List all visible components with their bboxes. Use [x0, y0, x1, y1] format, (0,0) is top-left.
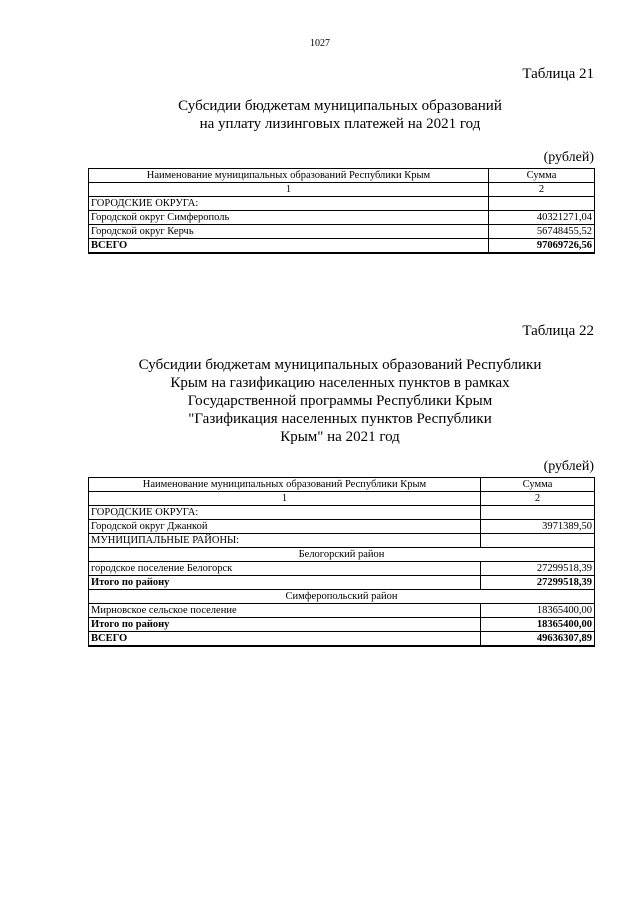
table-22-title-line: Субсидии бюджетам муниципальных образований Республики [138, 357, 542, 373]
table-row [89, 562, 595, 576]
table-total-row [89, 632, 595, 647]
total-name-cell: ВСЕГО [89, 632, 481, 647]
row-value-cell: 40321271,04 [489, 211, 595, 225]
row-name-cell: Городской округ Джанкой [89, 520, 481, 534]
row-name-cell: ГОРОДСКИЕ ОКРУГА: [89, 197, 489, 211]
row-value-cell: 18365400,00 [481, 604, 595, 618]
district-total-row [89, 618, 595, 632]
table-header-row [89, 169, 595, 183]
section-name-cell: МУНИЦИПАЛЬНЫЕ РАЙОНЫ: [89, 534, 481, 548]
district-total-row [89, 576, 595, 590]
row-value-cell [489, 197, 595, 211]
table-22 [88, 477, 595, 647]
table-row [89, 197, 595, 211]
table-section-row [89, 506, 595, 520]
row-value-cell: 56748455,52 [489, 225, 595, 239]
table-row [89, 225, 595, 239]
table-22-label: Таблица 22 [522, 323, 594, 339]
district-total-value-cell: 18365400,00 [481, 618, 595, 632]
table-22-unit: (рублей) [543, 459, 594, 474]
total-value-cell: 49636307,89 [481, 632, 595, 647]
table-22-title-line: "Газификация населенных пунктов Республики [188, 411, 492, 427]
table-21 [88, 168, 595, 254]
table-numbering-row [89, 183, 595, 197]
table-row [89, 211, 595, 225]
table-header-row [89, 478, 595, 492]
header-name-cell: Наименование муниципальных образований Республики Крым [89, 169, 489, 183]
header-sum-cell: Сумма [489, 169, 595, 183]
table-row [89, 604, 595, 618]
page-number: 1027 [310, 38, 330, 49]
row-name-cell: Мирновское сельское поселение [89, 604, 481, 618]
district-total-name-cell: Итого по району [89, 618, 481, 632]
table-21-unit: (рублей) [543, 150, 594, 165]
district-title-cell: Белогорский район [89, 548, 595, 562]
table-21-title-line: на уплату лизинговых платежей на 2021 год [199, 116, 481, 132]
row-name-cell: городское поселение Белогорск [89, 562, 481, 576]
table-21-title-line: Субсидии бюджетам муниципальных образований [178, 98, 502, 114]
table-21-label: Таблица 21 [522, 66, 594, 82]
section-name-cell: ГОРОДСКИЕ ОКРУГА: [89, 506, 481, 520]
row-name-cell: Городской округ Керчь [89, 225, 489, 239]
table-total-row [89, 239, 595, 254]
section-value-cell [481, 506, 595, 520]
district-title-row [89, 590, 595, 604]
header-num-cell: 2 [481, 492, 595, 506]
total-name-cell: ВСЕГО [89, 239, 489, 254]
district-title-cell: Симферопольский район [89, 590, 595, 604]
district-total-value-cell: 27299518,39 [481, 576, 595, 590]
header-num-cell: 2 [489, 183, 595, 197]
table-22-title-line: Крым на газификацию населенных пунктов в рамках [170, 375, 510, 391]
table-22-title-line: Государственной программы Республики Крым [187, 393, 493, 409]
row-value-cell: 27299518,39 [481, 562, 595, 576]
header-name-cell: Наименование муниципальных образований Республики Крым [89, 478, 481, 492]
district-title-row [89, 548, 595, 562]
table-section-row [89, 534, 595, 548]
table-21-title [100, 97, 580, 133]
table-22-title [100, 356, 580, 446]
row-name-cell: Городской округ Симферополь [89, 211, 489, 225]
row-value-cell: 3971389,50 [481, 520, 595, 534]
header-num-cell: 1 [89, 183, 489, 197]
total-value-cell: 97069726,56 [489, 239, 595, 254]
table-row [89, 520, 595, 534]
table-numbering-row [89, 492, 595, 506]
header-sum-cell: Сумма [481, 478, 595, 492]
header-num-cell: 1 [89, 492, 481, 506]
district-total-name-cell: Итого по району [89, 576, 481, 590]
table-22-title-line: Крым" на 2021 год [280, 429, 400, 445]
section-value-cell [481, 534, 595, 548]
